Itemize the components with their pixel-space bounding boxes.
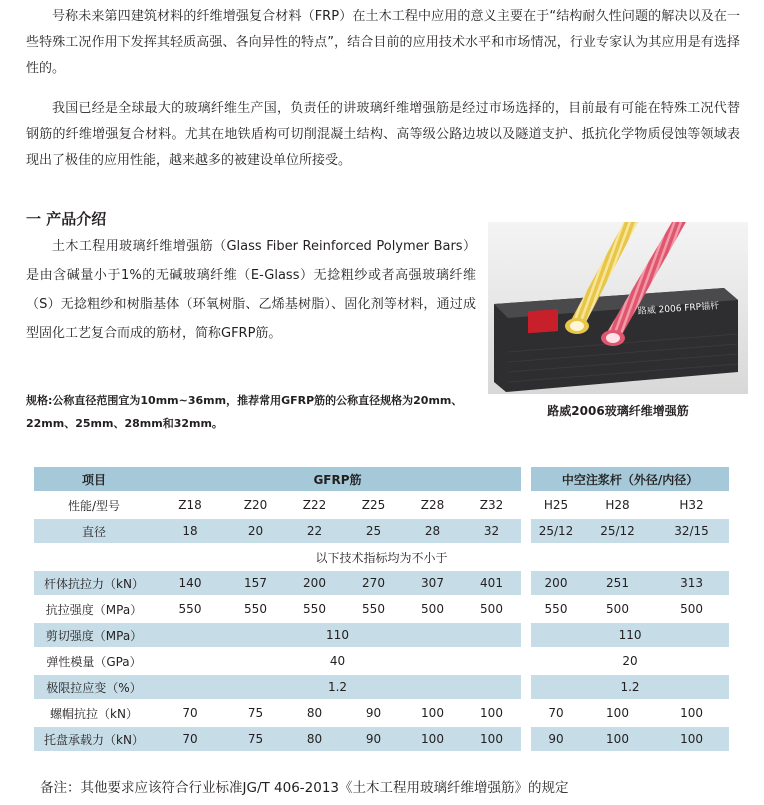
- intro-paragraph-2: 我国已经是全球最大的玻璃纤维生产国，负责任的讲玻璃纤维增强筋是经过市场选择的，目前最有可能在特殊工况代替钢筋的纤维增强复合材料。尤其在地铁盾构可切削混凝土结构、高等级公路边坡以及隧道支护、抵抗化学物质侵蚀等领域表现出了极佳的应用性能，越来越多的被建设单位所接受。: [26, 101, 740, 168]
- table-row: 托盘承载力（kN） 70 75 80 90 100 100 90 100 100: [34, 727, 729, 751]
- header-hollow: 中空注浆杆（外径/内径）: [531, 467, 729, 491]
- footnote: 备注：其他要求应该符合行业标准JG/T 406-2013《土木工程用玻璃纤维增强筋》的规定: [40, 780, 569, 796]
- table-row: 杆体抗拉力（kN） 140 157 200 270 307 401 200 251 313: [34, 571, 729, 595]
- header-gfrp: GFRP筋: [154, 467, 521, 491]
- table-row: 剪切强度（MPa） 110 110: [34, 623, 729, 647]
- spec-table: [34, 465, 729, 753]
- table-row: 弹性模量（GPa） 40 20: [34, 649, 729, 673]
- diameter-row: 直径 18 20 22 25 28 32 25/12 25/12 32/15: [34, 519, 729, 543]
- intro-paragraph-1: 号称未来第四建筑材料的纤维增强复合材料（FRP）在土木工程中应用的意义主要在于“结构耐久性问题的解决以及在一些特殊工况作用下发挥其轻质高强、各向异性的特点”，结合目前的应用技术水平和市场情况，行业专家认为其应用是有选择性的。: [26, 9, 740, 76]
- model-row: 性能/型号 Z18 Z20 Z22 Z25 Z28 Z32 H25 H28 H32: [34, 493, 729, 517]
- table-row: 极限拉应变（%） 1.2 1.2: [34, 675, 729, 699]
- box-logo: [528, 309, 558, 333]
- product-description: 土木工程用玻璃纤维增强筋（Glass Fiber Reinforced Polymer Bars）是由含碱量小于1%的无碱玻璃纤维（E-Glass）无捻粗纱或者高强玻璃纤维（S）无捻粗纱和树脂基体（环氧树脂、乙烯基树脂）、固化剂等材料，通过成型固化工艺复合而成的筋材，简称GFRP筋。: [26, 239, 476, 341]
- box-label: 路威 2006 FRP锚杆: [637, 301, 720, 317]
- notice-row: [34, 545, 729, 569]
- table-row: 螺帽抗拉（kN） 70 75 80 90 100 100 70 100 100: [34, 701, 729, 725]
- table-header-row: [34, 467, 729, 491]
- header-item: 项目: [34, 467, 154, 491]
- product-photo: [488, 222, 748, 394]
- spec-note: 规格:公称直径范围宜为10mm~36mm，推荐常用GFRP筋的公称直径规格为20mm、22mm、25mm、28mm和32mm。: [26, 394, 463, 430]
- minimum-notice: 以下技术指标均为不小于: [34, 545, 729, 569]
- gfrp-bars-illustration: [488, 222, 748, 394]
- section-title: 一 产品介绍: [26, 210, 107, 228]
- table-row: 抗拉强度（MPa） 550 550 550 550 500 500 550 500 500: [34, 597, 729, 621]
- photo-caption: 路威2006玻璃纤维增强筋: [547, 404, 689, 418]
